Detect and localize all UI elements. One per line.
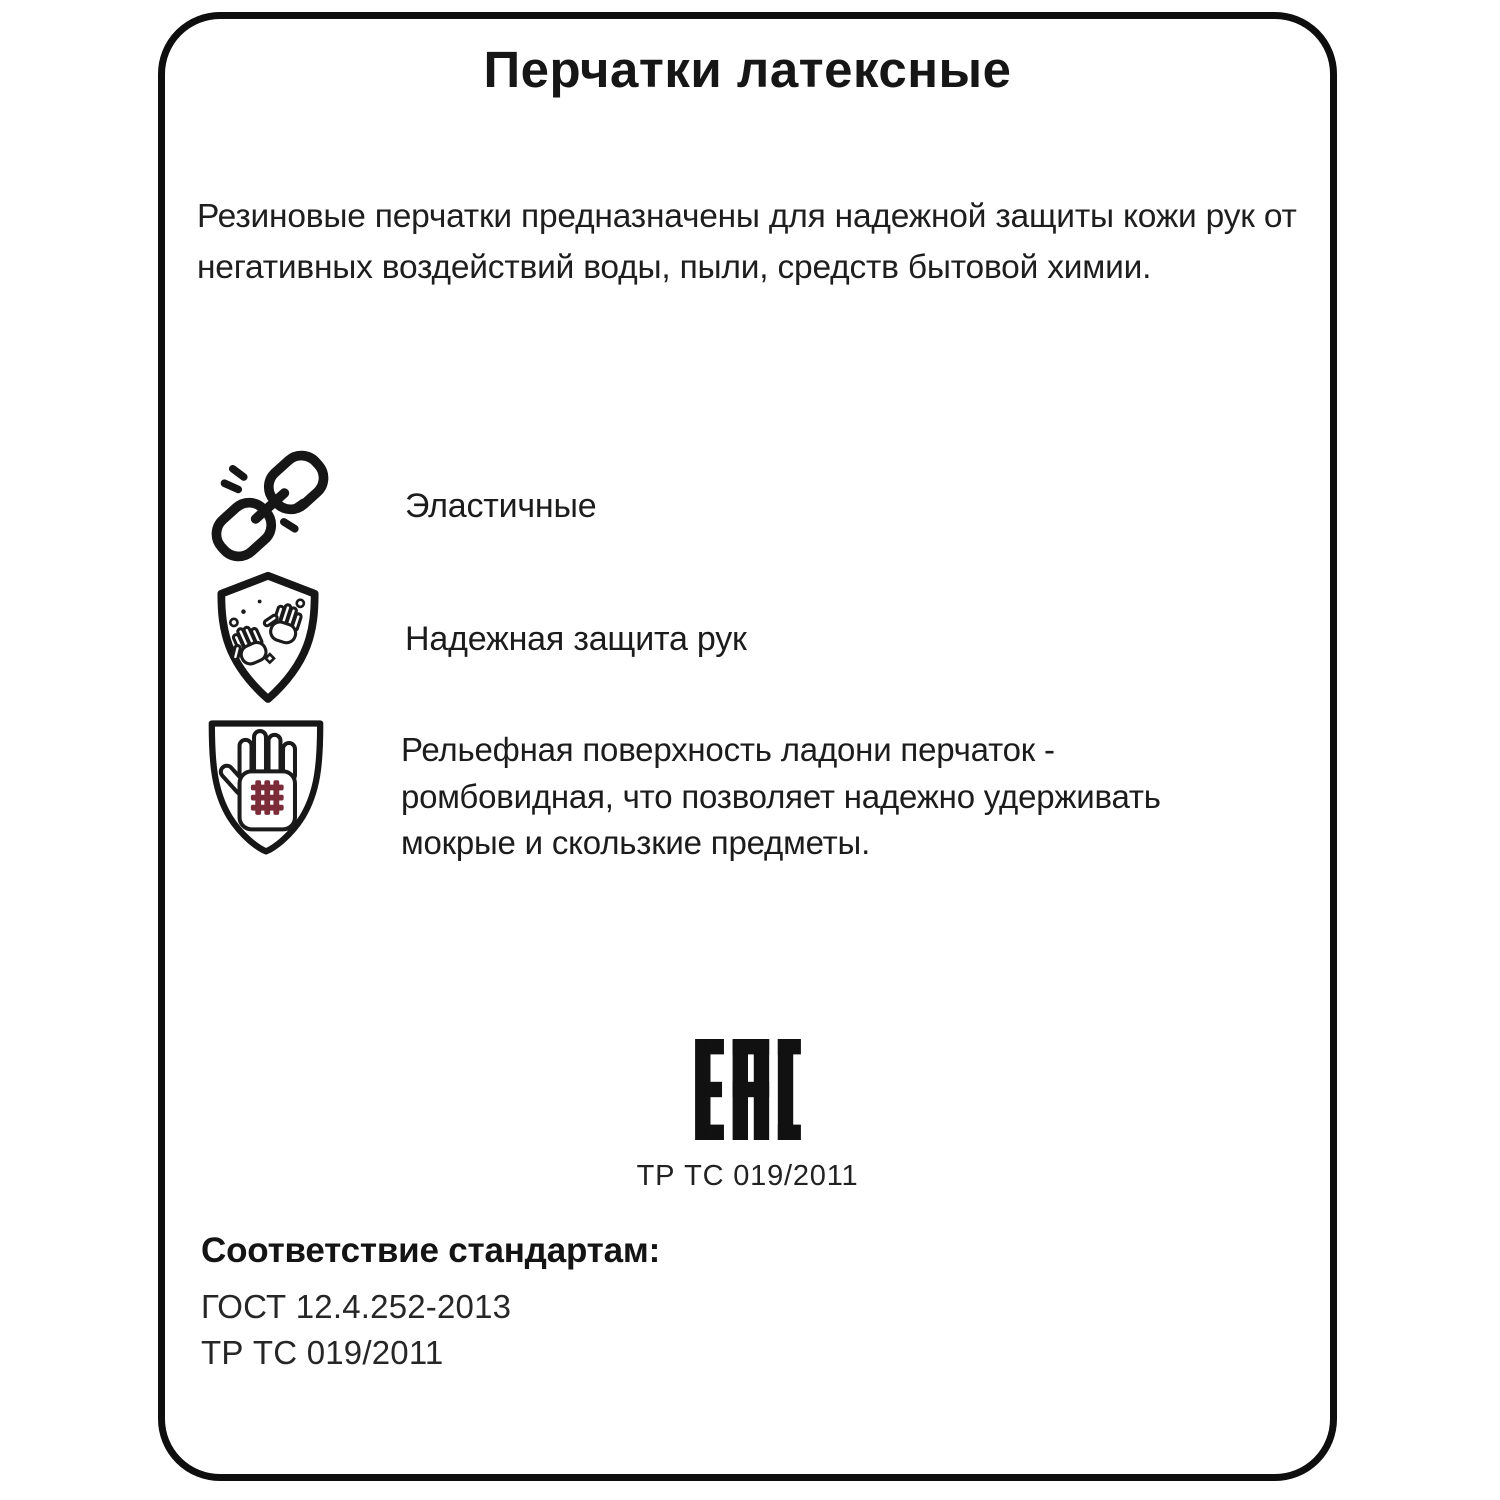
broken-chain-icon [201, 437, 339, 575]
certification-block [165, 1039, 1330, 1193]
standard-item: ГОСТ 12.4.252-2013 [201, 1288, 512, 1325]
page-title: Перчатки латексные [483, 41, 1012, 98]
shield-protective-glove-icon [203, 713, 329, 860]
eac-logo [695, 1039, 801, 1140]
standard-item: ТР ТС 019/2011 [201, 1334, 444, 1371]
info-card [158, 12, 1337, 1481]
feature-label-protection: Надежная защита рук [405, 620, 747, 658]
product-description: Резиновые перчатки предназначены для надежной защиты кожи рук от негативных воздействий воды, пыли, средств бытовой химии. [197, 198, 1297, 286]
standards-block [201, 1231, 660, 1376]
regulation-label: ТР ТС 019/2011 [636, 1160, 859, 1192]
shield-clean-hands-icon [207, 571, 329, 705]
feature-label-elastic: Эластичные [405, 487, 597, 525]
feature-label-ribbed-surface: Рельефная поверхность ладони перчаток - ромбовидная, что позволяет надежно удерживать мокрые и скользкие предметы. [401, 731, 1161, 861]
standards-heading: Соответствие стандартам: [201, 1231, 661, 1270]
